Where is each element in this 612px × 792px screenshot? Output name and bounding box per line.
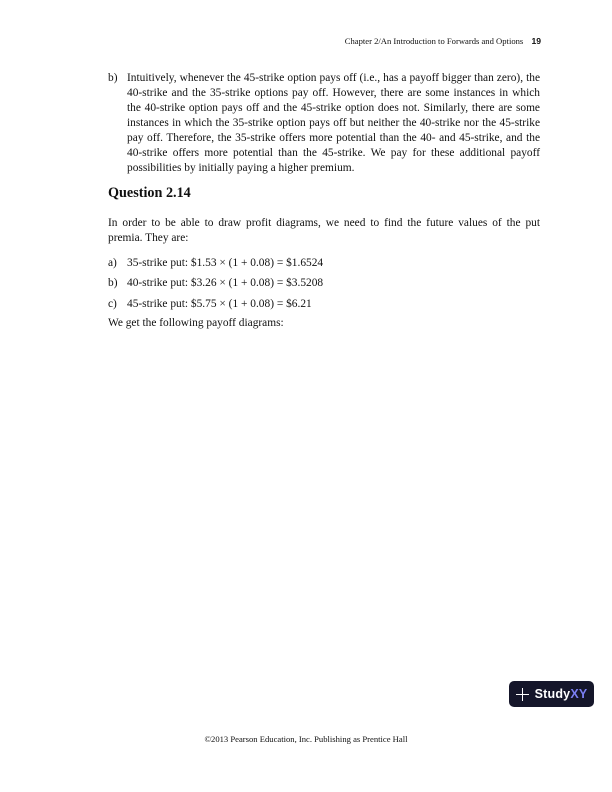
list-item [108,297,540,312]
answer-part-b [108,71,540,176]
list-item [108,276,540,291]
list-item-text: 35-strike put: $1.53 × (1 + 0.08) = $1.6524 [127,257,324,269]
closing-paragraph: We get the following payoff diagrams: [108,317,284,329]
page-number: 19 [531,36,541,46]
answer-part-b-text: Intuitively, whenever the 45-strike option pays off (i.e., has a payoff bigger than zero), the 40-strike and the 35-strike options pay off. However, there are some instances in which the 40-strike option pays off and the 45-strike option does not. Similarly, there are some instances in which the 35-strike option pays off but neither the 40-strike nor the 45-strike pay off. Therefore, the 35-strike offers more potential than the 40- and 45-strike, and the 40-strike offers more potential than the 45-strike. We pay for these additional payoff possibilities by initially paying a higher premium. [127,72,540,174]
list-marker: c) [108,298,117,310]
list-item [108,256,540,271]
studyxy-logo [509,681,594,707]
logo-word-main: Study [534,687,571,701]
running-title: Chapter 2/An Introduction to Forwards and Options [344,36,524,46]
intro-paragraph: In order to be able to draw profit diagrams, we need to find the future values of the put premia. They are: [108,217,540,244]
copyright-footer: ©2013 Pearson Education, Inc. Publishing as Prentice Hall [204,734,408,744]
list-marker: b) [108,277,118,289]
list-item-text: 45-strike put: $5.75 × (1 + 0.08) = $6.21 [127,298,312,310]
list-item-text: 40-strike put: $3.26 × (1 + 0.08) = $3.5208 [127,277,324,289]
plus-icon [516,688,529,701]
list-marker: b) [108,72,118,84]
list-marker: a) [108,257,117,269]
logo-word-accent: XY [570,687,588,701]
section-heading: Question 2.14 [108,185,191,201]
running-header [345,36,541,46]
